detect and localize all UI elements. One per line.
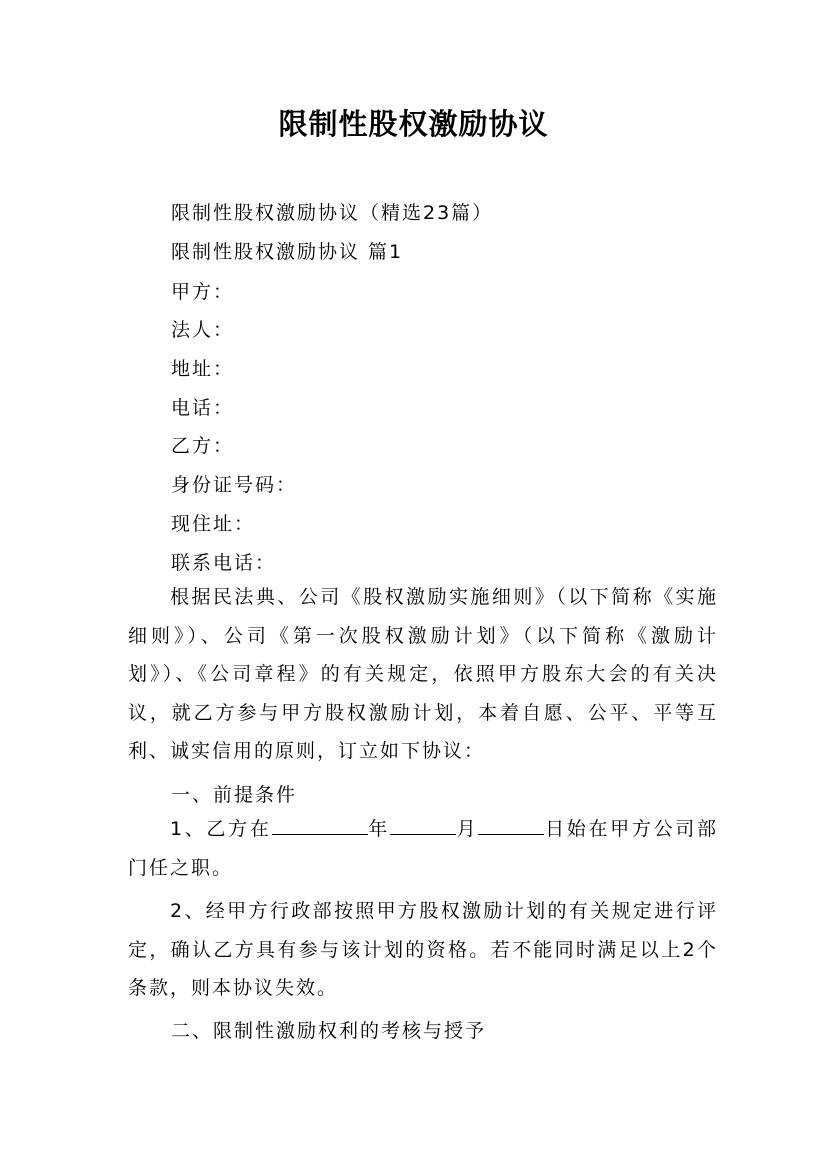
intro-paragraph: 根据民法典、公司《股权激励实施细则》（以下简称《实施细则》）、公司《第一次股权激励计划》（以下简称《激励计划》）、《公司章程》的有关规定，依照甲方股东大会的有关决议，就乙方参与甲方股权激励计划，本着自愿、公平、平等互利、诚实信用的原则，订立如下协议： xyxy=(128,586,718,762)
clause-1-year: 年 xyxy=(367,818,390,840)
phone-field: 电话： xyxy=(171,397,235,419)
year-blank[interactable] xyxy=(272,814,368,835)
legal-person-field: 法人： xyxy=(171,319,235,341)
document-title: 限制性股权激励协议 xyxy=(278,107,549,141)
current-address-field: 现住址： xyxy=(171,513,256,535)
section-heading: 限制性股权激励协议 篇1 xyxy=(171,241,404,263)
clause-1 xyxy=(128,810,718,887)
section-two-heading: 二、限制性激励权利的考核与授予 xyxy=(171,1020,487,1042)
clause-1-prefix: 1、乙方在 xyxy=(170,818,272,840)
party-b-field: 乙方： xyxy=(171,435,235,457)
contact-phone-field: 联系电话： xyxy=(171,552,277,574)
clause-1-month: 月 xyxy=(455,818,479,840)
month-blank[interactable] xyxy=(390,814,456,835)
clause-2: 2、经甲方行政部按照甲方股权激励计划的有关规定进行评定，确认乙方具有参与该计划的资格。若不能同时满足以上2个条款，则本协议失效。 xyxy=(128,900,718,999)
section-one-heading: 一、前提条件 xyxy=(171,784,298,806)
clause-1-suffix: 日始在甲方公司部门任之职。 xyxy=(128,818,718,879)
party-a-field: 甲方： xyxy=(171,281,235,303)
day-blank[interactable] xyxy=(478,814,544,835)
id-number-field: 身份证号码： xyxy=(171,474,298,496)
address-field: 地址： xyxy=(171,358,235,380)
document-subtitle: 限制性股权激励协议（精选23篇） xyxy=(171,202,494,224)
